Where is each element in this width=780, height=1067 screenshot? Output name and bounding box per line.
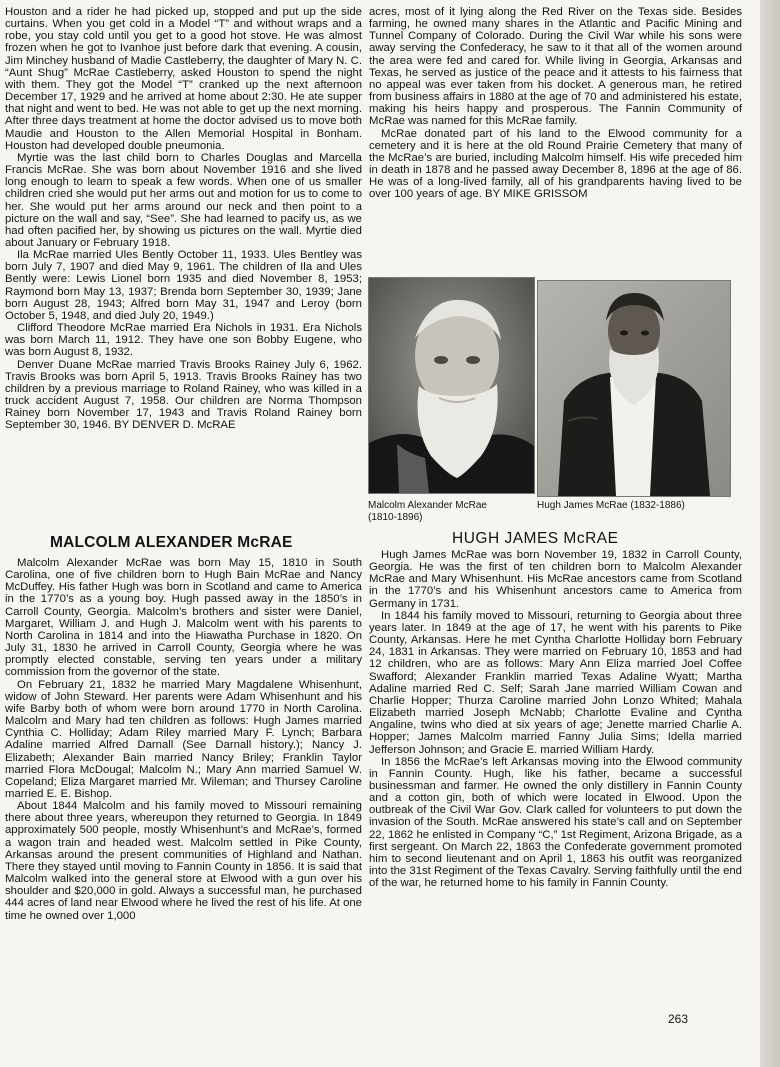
hugh-portrait-photo [537, 280, 731, 497]
paragraph: About 1844 Malcolm and his family moved to Missouri remaining there about three years, whereupon they returned to Georgia. In 1849 approximately 500 people, mostly Whisenhunt’s and McRae’s, formed a wagon train and headed west. Malcolm settled in Pike County, Arkansas around the present communities of Highland and Nathan. There they stayed until moving to Fannin County in 1856. It is said that Malcolm walked into the general store at Elwood with a gun over his shoulder and $20,000 in gold. Always a successful man, he purchased 444 acres of land near Elwood where he lived the rest of his life. At one time he owned over 1,000 [5, 800, 362, 922]
hugh-heading: HUGH JAMES McRAE [452, 530, 619, 547]
paragraph: McRae donated part of his land to the Elwood community for a cemetery and it is here at the old Round Prairie Cemetery that many of the McRae’s are buried, including Malcolm himself. His wife preceded him in death in 1878 and he passed away December 8, 1896 at the age of 86. He was of a long-lived family, all of his grandparents having lived to be over 100 years of age. BY MIKE GRISSOM [369, 127, 742, 201]
paragraph: Houston and a rider he had picked up, stopped and put up the side curtains. When you get cold in a Model “T” and without wraps and a robe, you stay cold until you get to a good hot stove. He was almost frozen when he got to Ivanhoe just before dark that evening. A cousin, Jim Minchey husband of Madie Castleberry, the daughter of Mary N. C. “Aunt Shug” McRae Castleberry, asked Houston to spend the night with them. They got the Model “T” cranked up the next afternoon December 17, 1929 and he arrived at home about 2:30. He ate supper that night and went to bed. He was not able to get up the next morning. After three days treatment at home the doctor advised us to move both Maudie and Houston to the Allen Memorial Hospital in Bonham. Houston had developed double pneumonia. [5, 6, 362, 152]
paragraph: In 1856 the McRae’s left Arkansas moving into the Elwood community in Fannin County. Hugh, like his father, became a successful businessman and farmer. He owned the only distillery in Fannin County and a cotton gin, both of which were located in Elwood. Upon the outbreak of the Civil War Gov. Clark called for volunteers to put down the invasion of the South. McRae answered his state’s call and on September 22, 1862 he enlisted in Company “C,” 1st Regiment, Arizona Brigade, as a first sergeant. On March 22, 1863 the Confederate government promoted him to second lieutenant and on April 1, 1863 his outfit was reorganized into the 31st Regiment of the Texas Cavalry. Serving faithfully until the end of the war, he returned home to his family in Fannin County. [369, 755, 742, 890]
malcolm-photo-caption [368, 500, 487, 524]
paragraph: Hugh James McRae was born November 19, 1832 in Carroll County, Georgia. He was the first of ten children born to Malcolm Alexander McRae and Mary Whisenhunt. His McRae ancestors came from Scotland in the 1770’s and his Whisenhunt ancestors came to America from Germany in 1731. [369, 549, 742, 610]
malcolm-heading: MALCOLM ALEXANDER McRAE [50, 534, 293, 551]
page-edge [760, 0, 780, 1067]
paragraph: acres, most of it lying along the Red River on the Texas side. Besides farming, he owned many shares in the Atlantic and Pacific Mining and Tunnel Company of Colorado. During the Civil War while his sons were away serving the Confederacy, he saw to it that all of the women around the area were fed and cared for. While living in Georgia, Arkansas and Texas, he served as justice of the peace and it attests to his fairness that no appeal was ever taken from his docket. A generous man, he retired from business affairs in 1880 at the age of 70 and administered his estate, making his heirs happy and prosperous. The Fannin Community of McRae was named for this McRae family. [369, 6, 742, 128]
paragraph: Myrtie was the last child born to Charles Douglas and Marcella Francis McRae. She was born about November 1916 and she lived long enough to learn to speak a few words. When one of us smaller children cried she would put her arms out and motion for us to come to her. She would put her arms around our neck and then point to a picture on the wall and say, “See”. She had learned to pacify us, as we had often pacified her, by showing us pictures on the wall. Myrtie died about January or February 1918. [5, 151, 362, 249]
paragraph: Denver Duane McRae married Travis Brooks Rainey July 6, 1962. Travis Brooks was born April 5, 1913. Travis Brooks Rainey has two children by a previous marriage to Roland Rainey, who was killed in a truck accident August 7, 1958. Our children are Norma Thompson Rainey born November 17, 1943 and Travis Roland Rainey born September 30, 1946. BY DENVER D. McRAE [5, 358, 362, 432]
paragraph: In 1844 his family moved to Missouri, returning to Georgia about three years later. In 1849 at the age of 17, he went with his parents to Pike County, Arkansas. Here he met Cyntha Charlotte Holliday born February 24, 1831 in Arkansas. They were married on February 10, 1853 and had 12 children, who are as follows: Mary Ann Eliza married Joel Coffee Swafford; Alexander Franklin married Texas Adaline Wyatt; Martha Adaline married Red C. Self; Sarah Jane married William Cowan and Charlie Hopper; Thurza Caroline married John Lonzo Whited; Mahala Elizabeth married Joseph McNabb; Charlotte Evaline and Cyntha Angaline, twins who died at six years of age; Jenette married Charlie A. Hopper; James Malcolm married Fanny Julia Sims; Idella married Jefferson Johnson; and Gracie E. married William Hardy. [369, 609, 742, 756]
caption-line: (1810-1896) [368, 512, 423, 523]
page-number: 263 [668, 1012, 689, 1026]
right-column-top [369, 6, 742, 201]
left-column-malcolm [5, 557, 362, 922]
right-column-hugh [369, 549, 742, 889]
paragraph: Ila McRae married Ules Bently October 11, 1933. Ules Bentley was born July 7, 1907 and died May 9, 1961. The children of Ila and Ules Bently were: Lewis Lionel born 1935 and died November 8, 1953; Raymond born May 13, 1937; Brenda born September 30, 1939; Jane born August 28, 1943; Alfred born May 31, 1947 and Leroy (born October 5, 1948, and died July 20, 1949.) [5, 249, 362, 322]
left-column-intro [5, 6, 362, 431]
hugh-photo-caption: Hugh James McRae (1832-1886) [537, 500, 685, 511]
malcolm-portrait-photo [368, 277, 535, 494]
caption-line: Malcolm Alexander McRae [368, 500, 487, 511]
paragraph: On February 21, 1832 he married Mary Magdalene Whisenhunt, widow of John Steward. Her parents were Adam Whisenhunt and his wife Barby both of whom were born around 1770 in North Carolina. Malcolm and Mary had ten children as follows: Hugh James married Cynthia C. Holliday; Adam Riley married Mary F. Lynch; Barbara Adaline married Alfred Darnall (See Darnall history.); Nancy J. Elizabeth; Alexander Bain married Nancy Briley; Franklin Taylor married Flora McDougal; Malcolm N.; Mary Ann married Samuel W. Copeland; Eliza Margaret married Mr. Wileman; and Thursey Caroline married E. E. Bishop. [5, 678, 362, 800]
paragraph: Malcolm Alexander McRae was born May 15, 1810 in South Carolina, one of five children born to Hugh Bain McRae and Nancy McDuffey. His father Hugh was born in Scotland and came to America in the 1770’s as a young boy. Hugh passed away in the 1850’s in Carroll County, Georgia. Malcolm’s brothers and sister were Daniel, Margaret, William J. and Hugh J. Malcolm went with his parents to North Carolina in 1814 and into the Hiawatha Purchase in 1820. On July 31, 1830 he arrived in Carroll County, Georgia where he was promptly elected constable, serving ten years under a military commission from the governor of the state. [5, 557, 362, 679]
paragraph: Clifford Theodore McRae married Era Nichols in 1931. Era Nichols was born March 11, 1912. They have one son Bobby Eugene, who was born August 8, 1932. [5, 322, 362, 359]
